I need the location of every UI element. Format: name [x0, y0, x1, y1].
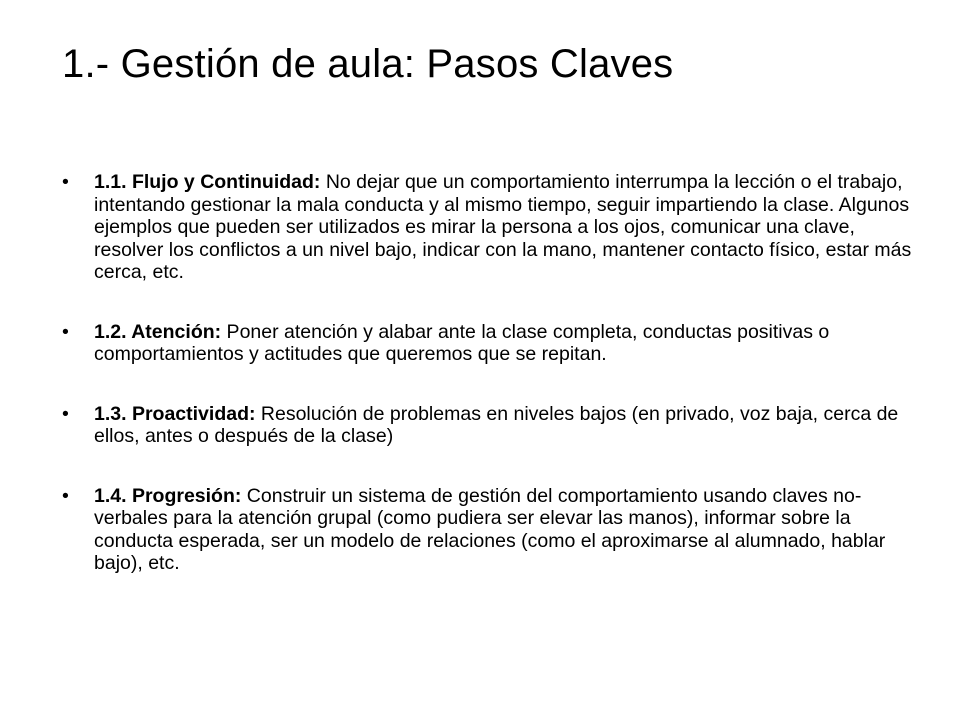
- bullet-text: Poner atención y alabar ante la clase completa, conductas positivas o comportamientos y actitudes que queremos que se repitan.: [94, 320, 830, 365]
- bullet-text: Resolución de problemas en niveles bajos (en privado, voz baja, cerca de ellos, antes o después de la clase): [94, 402, 899, 447]
- bullet-heading: 1.1. Flujo y Continuidad:: [94, 171, 321, 193]
- bullet-item-progresion: [62, 485, 922, 575]
- bullet-text: Construir un sistema de gestión del comportamiento usando claves no-verbales para la atención grupal (como pudiera ser elevar las manos), informar sobre la conducta esperada, ser un modelo de relaciones (como el aproximarse al alumnado, hablar bajo), etc.: [94, 484, 886, 574]
- bullet-icon: •: [62, 402, 69, 425]
- bullet-item-atencion: [62, 321, 922, 366]
- bullet-heading: 1.4. Progresión:: [94, 484, 242, 507]
- bullet-icon: •: [62, 171, 69, 193]
- bullet-icon: •: [62, 484, 69, 507]
- bullet-list: [62, 171, 922, 575]
- bullet-icon: •: [62, 320, 69, 343]
- bullet-item-flujo-continuidad: [62, 171, 922, 284]
- bullet-heading: 1.3. Proactividad:: [94, 402, 256, 425]
- bullet-text: No dejar que un comportamiento interrumpa la lección o el trabajo, intentando gestionar la mala conducta y al mismo tiempo, seguir impartiendo la clase. Algunos ejemplos que pueden ser utilizados es mirar la persona a los ojos, comunicar una clave, resolver los conflictos a un nivel bajo, indicar con la mano, mantener contacto físico, estar más cerca, etc.: [94, 171, 912, 283]
- bullet-item-proactividad: [62, 403, 922, 448]
- slide-title: 1.- Gestión de aula: Pasos Claves: [62, 42, 674, 86]
- bullet-heading: 1.2. Atención:: [94, 320, 222, 343]
